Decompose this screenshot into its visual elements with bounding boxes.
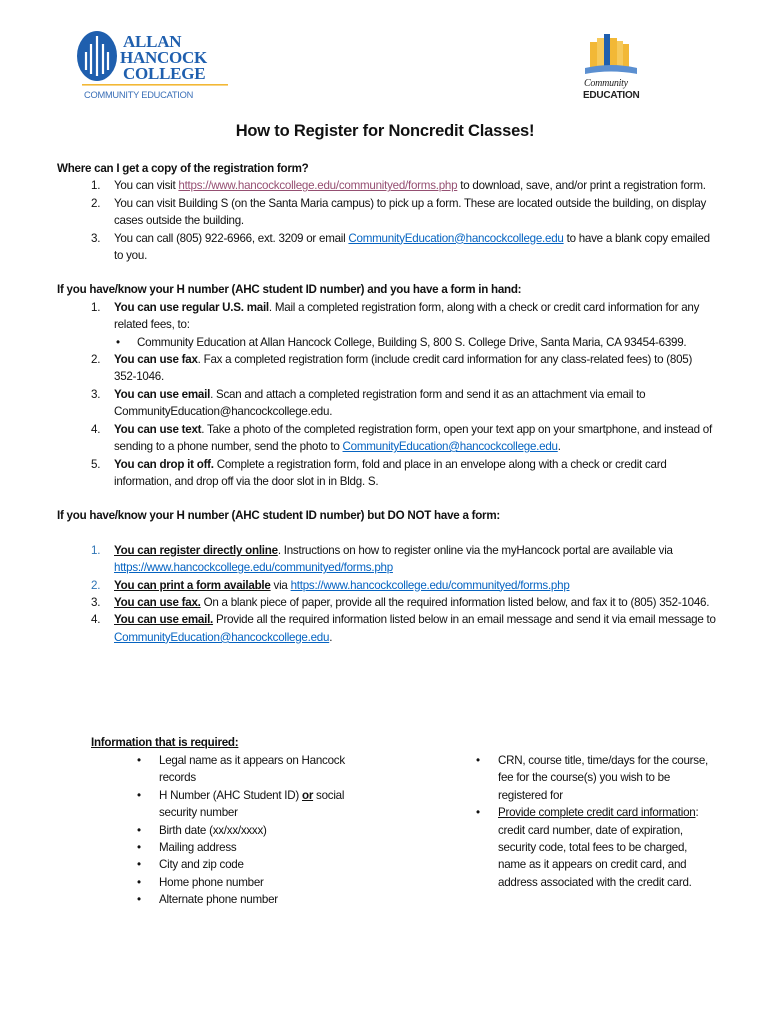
text-segment: . Take a photo of the completed registration form, open your text app on your smartphone, and instead of sending to a phone number, send the photo to [114, 422, 712, 454]
list-item [57, 386, 717, 421]
section-heading: If you have/know your H number (AHC student ID number) and you have a form in hand: [57, 283, 522, 297]
allan-hancock-college-logo [76, 30, 231, 102]
text-segment: You can use regular U.S. mail [114, 300, 269, 314]
list-number: 3. [91, 231, 101, 245]
text-segment: . [557, 440, 561, 454]
list-item [57, 542, 717, 577]
document-body [57, 160, 717, 663]
list-item [57, 611, 717, 646]
svg-text:EDUCATION: EDUCATION [583, 90, 640, 101]
link[interactable]: CommunityEducation@hancockcollege.edu [342, 440, 558, 454]
list-number: 1. [91, 179, 101, 193]
required-info-heading: Information that is required: [91, 736, 239, 749]
svg-text:ALLAN: ALLAN [123, 32, 182, 51]
section [57, 281, 717, 490]
text-segment: H Number (AHC Student ID) [159, 788, 302, 802]
list-number: 2. [91, 578, 101, 592]
bullet-item [137, 856, 367, 873]
text-segment: You can use email. [114, 613, 214, 627]
bullet-item [137, 839, 367, 856]
list-item [57, 351, 717, 386]
bullet: • [476, 806, 480, 820]
list-item [57, 456, 717, 491]
bullet-item [137, 787, 367, 822]
numbered-list [57, 299, 717, 490]
list-item [57, 195, 717, 230]
section-heading: Where can I get a copy of the registration form? [57, 162, 309, 175]
svg-text:Community: Community [584, 78, 628, 89]
required-info-section [91, 734, 731, 907]
text-segment: . [329, 630, 333, 644]
text-segment: . Instructions on how to register online via the myHancock portal are available via [277, 543, 673, 557]
list-item [57, 299, 717, 334]
bullet: • [137, 893, 141, 907]
text-segment: Complete a registration form, fold and place in an envelope along with a check or credit card information, and drop off via the door slot in in Bldg. S. [114, 457, 667, 488]
bullet-item [137, 822, 367, 839]
text-segment: You can visit [114, 179, 179, 193]
text-segment: Mailing address [159, 841, 237, 855]
section-heading: If you have/know your H number (AHC student ID number) but DO NOT have a form: [57, 509, 500, 523]
text-segment: Provide all the required information listed below in an email message and send it via email message to [213, 613, 716, 627]
bullet-item [137, 891, 367, 908]
numbered-list [57, 177, 717, 264]
svg-text:HANCOCK: HANCOCK [120, 48, 208, 67]
bullet-item [137, 752, 367, 787]
page-title: How to Register for Noncredit Classes! [235, 122, 535, 140]
list-number: 2. [91, 196, 101, 210]
list-number: 4. [91, 613, 101, 627]
text-segment: to have a blank copy emailed to you. [114, 231, 710, 263]
list-number: 3. [91, 595, 101, 609]
text-segment: social security number [159, 788, 345, 820]
svg-text:COMMUNITY EDUCATION: COMMUNITY EDUCATION [84, 90, 194, 100]
bullet: • [137, 841, 141, 855]
list-item [57, 577, 717, 594]
list-number: 1. [91, 543, 101, 557]
text-segment: You can use fax. [114, 595, 201, 609]
bullet: • [476, 754, 480, 767]
text-segment: . Mail a completed registration form, along with a check or credit card information for any related fees, to: [114, 300, 700, 332]
list-item [57, 421, 717, 456]
link[interactable]: CommunityEducation@hancockcollege.edu [114, 630, 330, 644]
list-number: 3. [91, 387, 101, 401]
link[interactable]: https://www.hancockcollege.edu/communityed/forms.php [290, 578, 570, 592]
required-info-left-column [137, 752, 367, 909]
link[interactable]: https://www.hancockcollege.edu/communityed/forms.php [114, 561, 393, 575]
bullet: • [137, 875, 141, 889]
text-segment: Home phone number [159, 875, 264, 889]
list-item [57, 177, 717, 194]
text-segment: You can print a form available [114, 578, 271, 592]
section [57, 507, 717, 646]
list-number: 4. [91, 422, 101, 436]
sub-list-item [57, 334, 717, 351]
sub-item-text: Community Education at Allan Hancock College, Building S, 800 S. College Drive, Santa Maria, CA 93454-6399. [137, 335, 687, 349]
text-segment: . Scan and attach a completed registration form and send it as an attachment via email to CommunityEducation@hancockcollege.edu. [114, 387, 646, 419]
list-number: 2. [91, 353, 101, 367]
bullet: • [116, 335, 120, 349]
numbered-list [57, 542, 717, 646]
link[interactable]: CommunityEducation@hancockcollege.edu [348, 231, 564, 245]
text-segment: You can drop it off. [114, 457, 214, 471]
text-segment: You can use fax [114, 353, 198, 367]
bullet: • [137, 823, 141, 837]
text-segment: You can use text [114, 422, 202, 436]
text-segment: Provide complete credit card information [498, 806, 696, 820]
list-number: 5. [91, 457, 101, 471]
bullet-item [137, 874, 367, 891]
list-number: 1. [91, 300, 101, 314]
text-segment: City and zip code [159, 858, 244, 872]
text-segment: You can visit Building S (on the Santa Maria campus) to pick up a form. These are located outside the building, on display cases outside the building. [114, 196, 707, 228]
text-segment: On a blank piece of paper, provide all the required information listed below, and fax it to (805) 352-1046. [200, 595, 710, 609]
text-segment: You can call (805) 922-6966, ext. 3209 or email [114, 231, 349, 245]
text-segment: Alternate phone number [159, 893, 278, 907]
text-segment: You can register directly online [114, 543, 278, 557]
bullet: • [137, 754, 141, 767]
spacer [57, 525, 717, 542]
bullet-item [476, 752, 716, 804]
text-segment: to download, save, and/or print a registration form. [457, 179, 706, 193]
bullet: • [137, 858, 141, 872]
text-segment: You can use email [114, 387, 211, 401]
bullet: • [137, 788, 141, 802]
text-segment: Legal name as it appears on Hancock records [159, 754, 345, 785]
list-item [57, 230, 717, 265]
svg-text:COLLEGE: COLLEGE [123, 64, 206, 83]
text-segment: via [270, 578, 291, 592]
text-segment: Birth date (xx/xx/xxxx) [159, 823, 267, 837]
required-info-right-column [476, 752, 716, 891]
text-segment: : credit card number, date of expiration, security code, total fees to be charged, name as it appears on credit card, and address associated with the credit card. [498, 806, 699, 889]
community-education-logo [578, 32, 644, 102]
bullet-item [476, 804, 716, 891]
text-segment: or [301, 788, 314, 802]
list-item [57, 594, 717, 611]
text-segment: CRN, course title, time/days for the course, fee for the course(s) you wish to be registered for [498, 754, 709, 802]
section [57, 160, 717, 264]
link[interactable]: https://www.hancockcollege.edu/communityed/forms.php [178, 179, 458, 193]
text-segment: . Fax a completed registration form (include credit card information for any class-related fees) to (805) 352-1046. [114, 353, 693, 384]
